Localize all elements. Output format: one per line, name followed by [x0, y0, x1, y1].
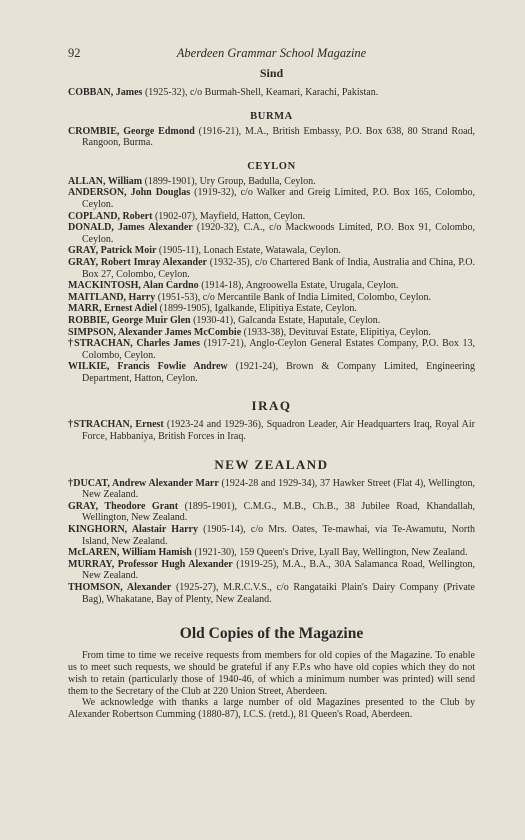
member-entry [68, 303, 475, 315]
member-entry [68, 280, 475, 292]
country-section [68, 111, 475, 149]
member-name: MACKINTOSH, Alan Cardno [68, 280, 199, 292]
member-name: KINGHORN, Alastair Harry [68, 524, 198, 536]
member-entry [68, 327, 475, 339]
member-details: (1905-14), c/o Mrs. Oates, Te-mawhai, via Te-Awamutu, North Island, New Zealand. [82, 524, 476, 547]
member-details: (1916-21), M.A., British Embassy, P.O. Box 638, 80 Strand Road, Rangoon, Burma. [82, 125, 476, 149]
page-number: 92 [68, 46, 81, 60]
member-name: MAITLAND, Harry [68, 291, 156, 303]
country-section [68, 457, 475, 606]
article [68, 625, 475, 721]
member-name: ALLAN, William [68, 175, 143, 187]
member-details: (1921-24), Brown & Company Limited, Engineering Department, Hatton, Ceylon. [82, 361, 475, 384]
member-details: (1899-1901), Ury Group, Badulla, Ceylon. [142, 175, 316, 187]
member-details: (1895-1901), C.M.G., M.B., Ch.B., 38 Jubilee Road, Khandallah, Wellington, New Zealand. [82, 500, 475, 524]
country-section [68, 161, 475, 385]
member-entry [68, 501, 475, 524]
member-entry [68, 338, 475, 361]
member-details: (1905-11), Lonach Estate, Watawala, Ceylon. [156, 245, 341, 257]
member-entry [68, 559, 475, 582]
member-name: GRAY, Theodore Grant [68, 500, 179, 512]
member-details: (1899-1905), Igalkande, Elipitiya Estate, Ceylon. [157, 303, 357, 315]
member-entry [68, 582, 475, 605]
section-heading: Sind [259, 66, 284, 80]
country-section [68, 66, 475, 99]
member-entry [68, 361, 475, 384]
member-details: (1925-32), c/o Burmah-Shell, Keamari, Karachi, Pakistan. [142, 87, 379, 98]
member-name: MURRAY, Professor Hugh Alexander [68, 558, 233, 570]
member-name: COPLAND, Robert [68, 210, 153, 222]
member-name: ANDERSON, John Douglas [68, 187, 191, 199]
section-heading: NEW ZEALAND [214, 456, 329, 472]
member-details: (1920-32), C.A., c/o Mackwoods Limited, P.O. Box 91, Colombo, Ceylon. [82, 222, 475, 245]
member-entry [68, 126, 475, 149]
member-details: (1921-30), 159 Queen's Drive, Lyall Bay, Wellington, New Zealand. [191, 547, 468, 559]
member-entry [68, 315, 475, 327]
member-entry [68, 87, 475, 99]
member-name: GRAY, Robert Imray Alexander [68, 256, 207, 268]
member-details: (1919-32), c/o Walker and Greig Limited, P.O. Box 165, Colombo, Ceylon. [82, 187, 475, 210]
member-entry [68, 292, 475, 304]
member-name: THOMSON, Alexander [68, 582, 172, 593]
member-name: ROBBIE, George Muir Glen [68, 314, 191, 326]
member-entry [68, 222, 475, 245]
member-name: MARR, Ernest Adiel [68, 303, 158, 315]
member-details: (1902-07), Mayfield, Hatton, Ceylon. [152, 210, 306, 222]
member-entry [68, 211, 475, 223]
member-entry [68, 419, 475, 442]
member-entry [68, 524, 475, 547]
member-entry [68, 245, 475, 257]
member-name: †DUCAT, Andrew Alexander Marr [68, 477, 219, 489]
member-details: (1925-27), M.R.C.V.S., c/o Rangataiki Plain's Dairy Company (Private Bag), Whakatane, Bay of Plenty, New Zealand. [82, 582, 475, 605]
member-details: (1917-21), Anglo-Ceylon General Estates Company, P.O. Box 13, Colombo, Ceylon. [82, 338, 476, 361]
member-details: (1919-25), M.A., B.A., 30A Salamanca Road, Wellington, New Zealand. [82, 558, 475, 582]
member-name: WILKIE, Francis Fowlie Andrew [68, 361, 228, 373]
article-paragraph: We acknowledge with thanks a large number of old Magazines presented to the Club by Alexander Robertson Cumming (1880-87), I.C.S. (retd.), 81 Queen's Road, Aberdeen. [68, 697, 475, 721]
member-entry [68, 176, 475, 188]
directory-sections [68, 66, 475, 605]
journal-title: Aberdeen Grammar School Magazine [176, 46, 367, 60]
member-details: (1933-38), Devituvai Estate, Elipitiya, Ceylon. [241, 326, 431, 338]
member-name: SIMPSON, Alexander James McCombie [68, 326, 242, 338]
member-details: (1932-35), c/o Chartered Bank of India, Australia and China, P.O. Box 27, Colombo, Ceylon. [82, 256, 475, 280]
running-head [68, 46, 475, 62]
article-title: Old Copies of the Magazine [179, 625, 364, 643]
member-name: GRAY, Patrick Moir [68, 245, 157, 257]
section-heading: CEYLON [247, 160, 296, 172]
article-paragraph: From time to time we receive requests from members for old copies of the Magazine. To enable us to meet such requests, we should be grateful if any F.P.s who have old copies which they do not wish to retain (particularly those of 1940-46, of which a minimum number was printed) will send them to the Secretary of the Club at 220 Union Street, Aberdeen. [68, 650, 475, 697]
member-entry [68, 547, 475, 559]
member-name: CROMBIE, George Edmond [68, 125, 195, 137]
member-details: (1923-24 and 1929-36), Squadron Leader, Air Headquarters Iraq, Royal Air Force, Habbaniya, British Forces in Iraq. [82, 419, 475, 443]
member-name: DONALD, James Alexander [68, 222, 193, 234]
member-details: (1930-41), Galcanda Estate, Haputale, Ceylon. [190, 314, 381, 326]
country-section [68, 398, 475, 442]
section-heading: IRAQ [251, 398, 292, 414]
member-name: †STRACHAN, Charles James [68, 338, 201, 350]
member-details: (1951-53), c/o Mercantile Bank of India Limited, Colombo, Ceylon. [155, 291, 431, 303]
member-entry [68, 257, 475, 280]
member-name: †STRACHAN, Ernest [68, 419, 164, 431]
section-heading: BURMA [250, 110, 293, 122]
member-details: (1914-18), Angroowella Estate, Urugala, Ceylon. [198, 280, 399, 292]
member-name: McLAREN, William Hamish [68, 547, 192, 559]
member-entry [68, 478, 475, 501]
page-content [68, 66, 475, 721]
member-entry [68, 187, 475, 210]
member-name: COBBAN, James [68, 87, 143, 98]
member-details: (1924-28 and 1929-34), 37 Hawker Street (Flat 4), Wellington, New Zealand. [82, 477, 475, 501]
